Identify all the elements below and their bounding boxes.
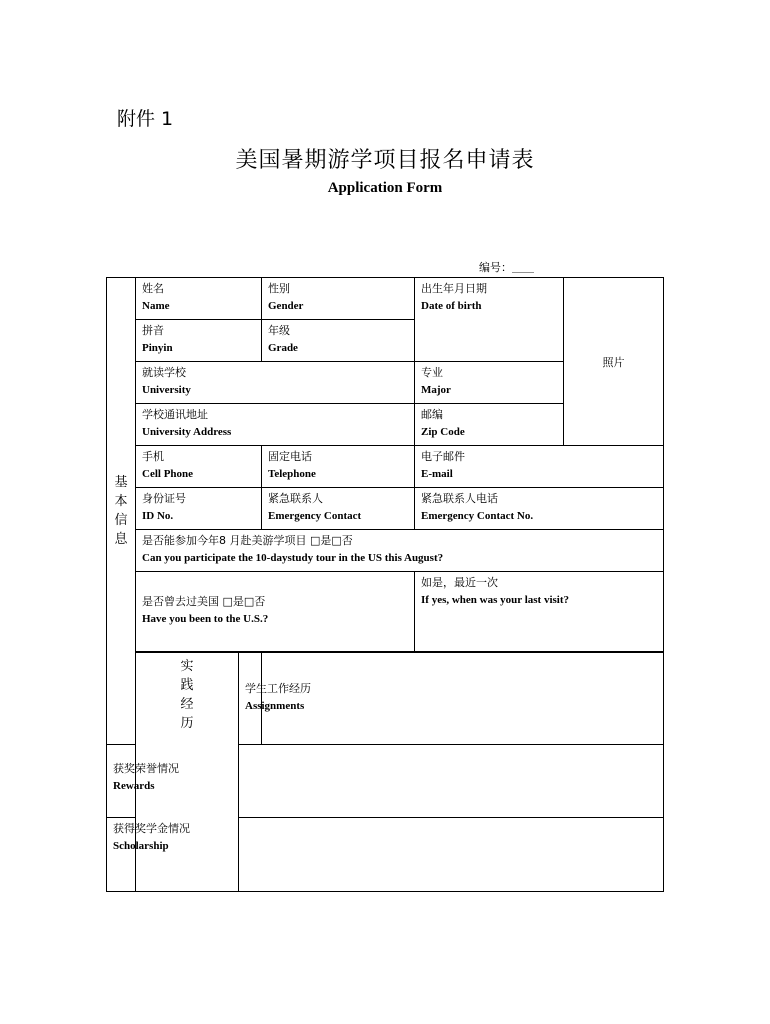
field-university-address[interactable]: 学校通讯地址 University Address: [136, 404, 415, 446]
field-emergency-contact[interactable]: 紧急联系人 Emergency Contact: [262, 488, 415, 530]
section-experience: 实践经历: [136, 652, 239, 892]
label-scholarship: 获得奖学金情况 Scholarship: [107, 818, 136, 892]
page-title-en: Application Form: [327, 180, 443, 196]
section-basic-info: 基本信息: [107, 278, 136, 745]
field-id-no[interactable]: 身份证号 ID No.: [136, 488, 262, 530]
input-rewards[interactable]: [239, 745, 664, 818]
input-assignments[interactable]: [262, 652, 664, 745]
field-pinyin[interactable]: 拼音 Pinyin: [136, 320, 262, 362]
field-gender[interactable]: 性别 Gender: [262, 278, 415, 320]
application-form-table: [106, 277, 664, 892]
field-university[interactable]: 就读学校 University: [136, 362, 415, 404]
field-participate[interactable]: 是否能参加今年8 月赴美游学项目 □是□否 Can you participate the 10-daystudy tour in the US this August?: [136, 530, 664, 572]
attachment-label: 附件 1: [117, 108, 174, 130]
field-been-to-us[interactable]: 是否曾去过美国 □是□否 Have you been to the U.S.?: [136, 572, 415, 652]
field-grade[interactable]: 年级 Grade: [262, 320, 415, 362]
field-emergency-contact-no[interactable]: 紧急联系人电话 Emergency Contact No.: [415, 488, 664, 530]
photo-box[interactable]: 照片: [564, 278, 664, 446]
page-title-cn: 美国暑期游学项目报名申请表: [235, 148, 535, 173]
field-major[interactable]: 专业 Major: [415, 362, 564, 404]
form-number: 编号：＿＿: [479, 261, 534, 274]
field-zip-code[interactable]: 邮编 Zip Code: [415, 404, 564, 446]
field-name[interactable]: 姓名 Name: [136, 278, 262, 320]
label-assignments: 学生工作经历 Assignments: [239, 652, 262, 745]
field-date-of-birth[interactable]: 出生年月日期 Date of birth: [415, 278, 564, 362]
input-scholarship[interactable]: [239, 818, 664, 892]
label-rewards: 获奖荣誉情况 Rewards: [107, 745, 136, 818]
field-telephone[interactable]: 固定电话 Telephone: [262, 446, 415, 488]
field-cell-phone[interactable]: 手机 Cell Phone: [136, 446, 262, 488]
field-email[interactable]: 电子邮件 E-mail: [415, 446, 664, 488]
field-last-visit[interactable]: 如是，最近一次 If yes, when was your last visit?: [415, 572, 664, 652]
